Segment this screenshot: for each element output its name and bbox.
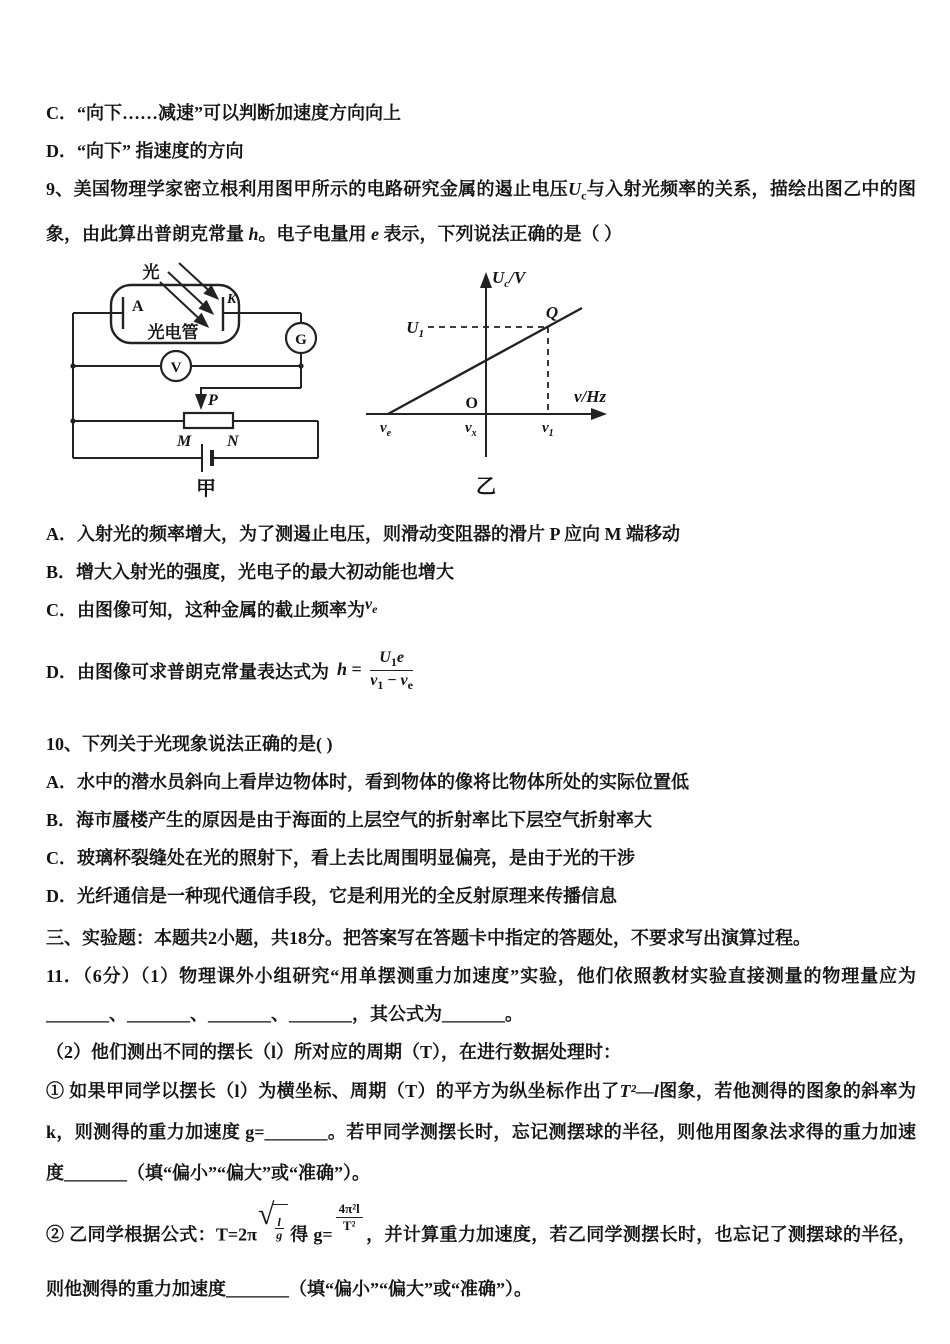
planck-formula [337,649,417,693]
section3-header: 三、实验题：本题共2小题，共18分。把答案写在答题卡中指定的答题处，不要求写出演算过程。 [46,927,811,948]
nu-symbol-sub: e [372,601,378,616]
q11-sub1-text-2: 图象，若他测得的图象的斜率为k，则测得的重力加速度 g=_______。若甲同学测摆长时，忘记测摆球的半径，则他用图象法求得的重力加速度_______（填“偏小”“偏大”或“准确”）。 [46,1080,916,1183]
graph-yi [364,261,694,503]
q9-option-a: A．入射光的频率增大，为了测遏止电压，则滑动变阻器的滑片 P 应向 M 端移动 [46,523,680,544]
nu-1-label: $\nu_1$ [542,419,554,439]
q11-sub2-text-1: ② 乙同学根据公式：T=2π [46,1224,258,1245]
galvanometer-label: G [295,331,307,348]
e-symbol: e [396,648,404,666]
g-frac-numerator: 4π²l [336,1202,363,1218]
electrode-k-label: K [227,291,237,307]
q11-part2-intro: （2）他们测出不同的摆长（l）所对应的周期（T），在进行数据处理时： [46,1041,622,1062]
rheostat-body [184,413,233,428]
formula-numerator [370,649,413,671]
nu2-symbol: ν [400,672,408,690]
point-q-label: Q [545,302,559,322]
q9-stem-text-3: 。电子电量用 [258,223,372,244]
u-symbol-sub: 1 [390,655,397,670]
q9-stem-text-4: 表示，下列说法正确的是（ ） [379,223,623,244]
q9-option-b: B．增大入射光的强度，光电子的最大初动能也增大 [46,561,455,582]
radical-body [272,1204,288,1259]
q11-sub2-text-3: ，并计算重力加速度，若乙同学测摆长时，也忘记了测摆球的半径，则他测得的重力加速度_______（填“偏小”“偏大”或“准确”）。 [46,1224,917,1300]
y-axis-label: $U_c/V$ [492,267,526,290]
junction-dot [70,363,75,368]
nu-x-label: $\nu_x$ [465,419,477,439]
figure-row [46,261,916,503]
q11-sub2-text-2: 得 g= [289,1224,333,1245]
q9-option-c [46,591,916,635]
formula-denominator [370,671,413,692]
nu1-symbol-sub: 1 [377,678,384,693]
q9-stem-text-1: 9、美国物理学家密立根利用图甲所示的电路研究金属的遏止电压 [46,179,569,199]
q9-option-c-text: C．由图像可知，这种金属的截止频率为 [46,599,365,620]
light-ray-1 [179,263,217,298]
q9-stem [46,170,916,253]
q8-option-c: C．“向下……减速”可以判断加速度方向向上 [46,103,401,123]
graph-caption: 乙 [476,475,496,498]
light-label: 光 [142,262,160,282]
q10-option-d: D．光纤通信是一种现代通信手段，它是利用光的全反射原理来传播信息 [46,885,617,906]
nu2-symbol-sub: e [407,678,413,693]
g-frac-denominator: T² [342,1218,356,1234]
nu-symbol: ν [365,595,373,613]
l-over-g-fraction [275,1216,284,1242]
electrode-a-label: A [132,297,144,315]
slider-p-label: P [208,391,218,409]
q9-stem-text-2: 与入射光频率的关系，描绘出图乙中的图象，由此算出普朗克常量 [46,179,917,244]
light-ray-3 [160,282,207,326]
q10-stem: 10、下列关于光现象说法正确的是( ) [46,733,333,754]
formula-fraction [370,649,413,693]
q9-option-d-text: D．由图像可求普朗克常量表达式为 [46,661,329,682]
terminal-m-label: M [177,432,192,450]
q11-sub1 [46,1071,916,1194]
voltmeter-label: V [170,359,182,376]
circuit-diagram-jia [61,261,341,503]
x-axis-label: ν/Hz [574,386,607,406]
q11-sub1-text-1: ① 如果甲同学以摆长（l）为横坐标、周期（T）的平方为纵坐标作出了 [46,1080,620,1101]
radical-sign: √ [258,1198,275,1232]
u1-label: $U_1$ [406,317,424,340]
rad-denominator: g [276,1228,283,1243]
circuit-caption: 甲 [196,477,216,500]
q9-option-c-symbol [365,595,378,616]
q9-symbol-uc: U [568,179,582,199]
q9-symbol-e: e [371,223,380,244]
rad-numerator: l [275,1216,284,1230]
terminal-n-label: N [227,432,239,450]
q8-option-d: D．“向下” 指速度的方向 [46,141,244,161]
g-fraction [336,1202,363,1234]
q10-option-b: B．海市蜃楼产生的原因是由于海面的上层空气的折射率比下层空气折射率大 [46,809,653,830]
light-ray-2 [168,272,212,313]
q9-option-d [46,643,916,699]
junction-dot [70,418,75,423]
q9-symbol-h: h [248,223,259,244]
formula-lhs: h [337,658,348,679]
junction-dot [298,363,303,368]
sqrt-expression [258,1198,288,1259]
q10-option-a: A．水中的潜水员斜向上看岸边物体时，看到物体的像将比物体所处的实际位置低 [46,771,689,792]
nu1-symbol: ν [370,672,378,690]
t2-l-expression: T²—l [619,1080,659,1101]
nu-e-label: $\nu_e$ [380,419,392,439]
origin-label: O [465,394,478,412]
formula-eq: = [347,658,367,679]
phototube-label: 光电管 [147,322,199,342]
q11-sub2 [46,1198,917,1316]
minus-sign: − [383,672,401,690]
u-symbol: U [379,648,391,666]
q9-symbol-uc-sub: c [581,188,587,203]
q10-option-c: C．玻璃杯裂缝处在光的照射下，看上去比周围明显偏亮，是由于光的干涉 [46,847,635,868]
q11-part1: 11．（6分）（1）物理课外小组研究“用单摆测重力加速度”实验，他们依照教材实验直接测量的物理量应为_______、_______、_______、_______，其公式为_______。 [46,965,916,1024]
